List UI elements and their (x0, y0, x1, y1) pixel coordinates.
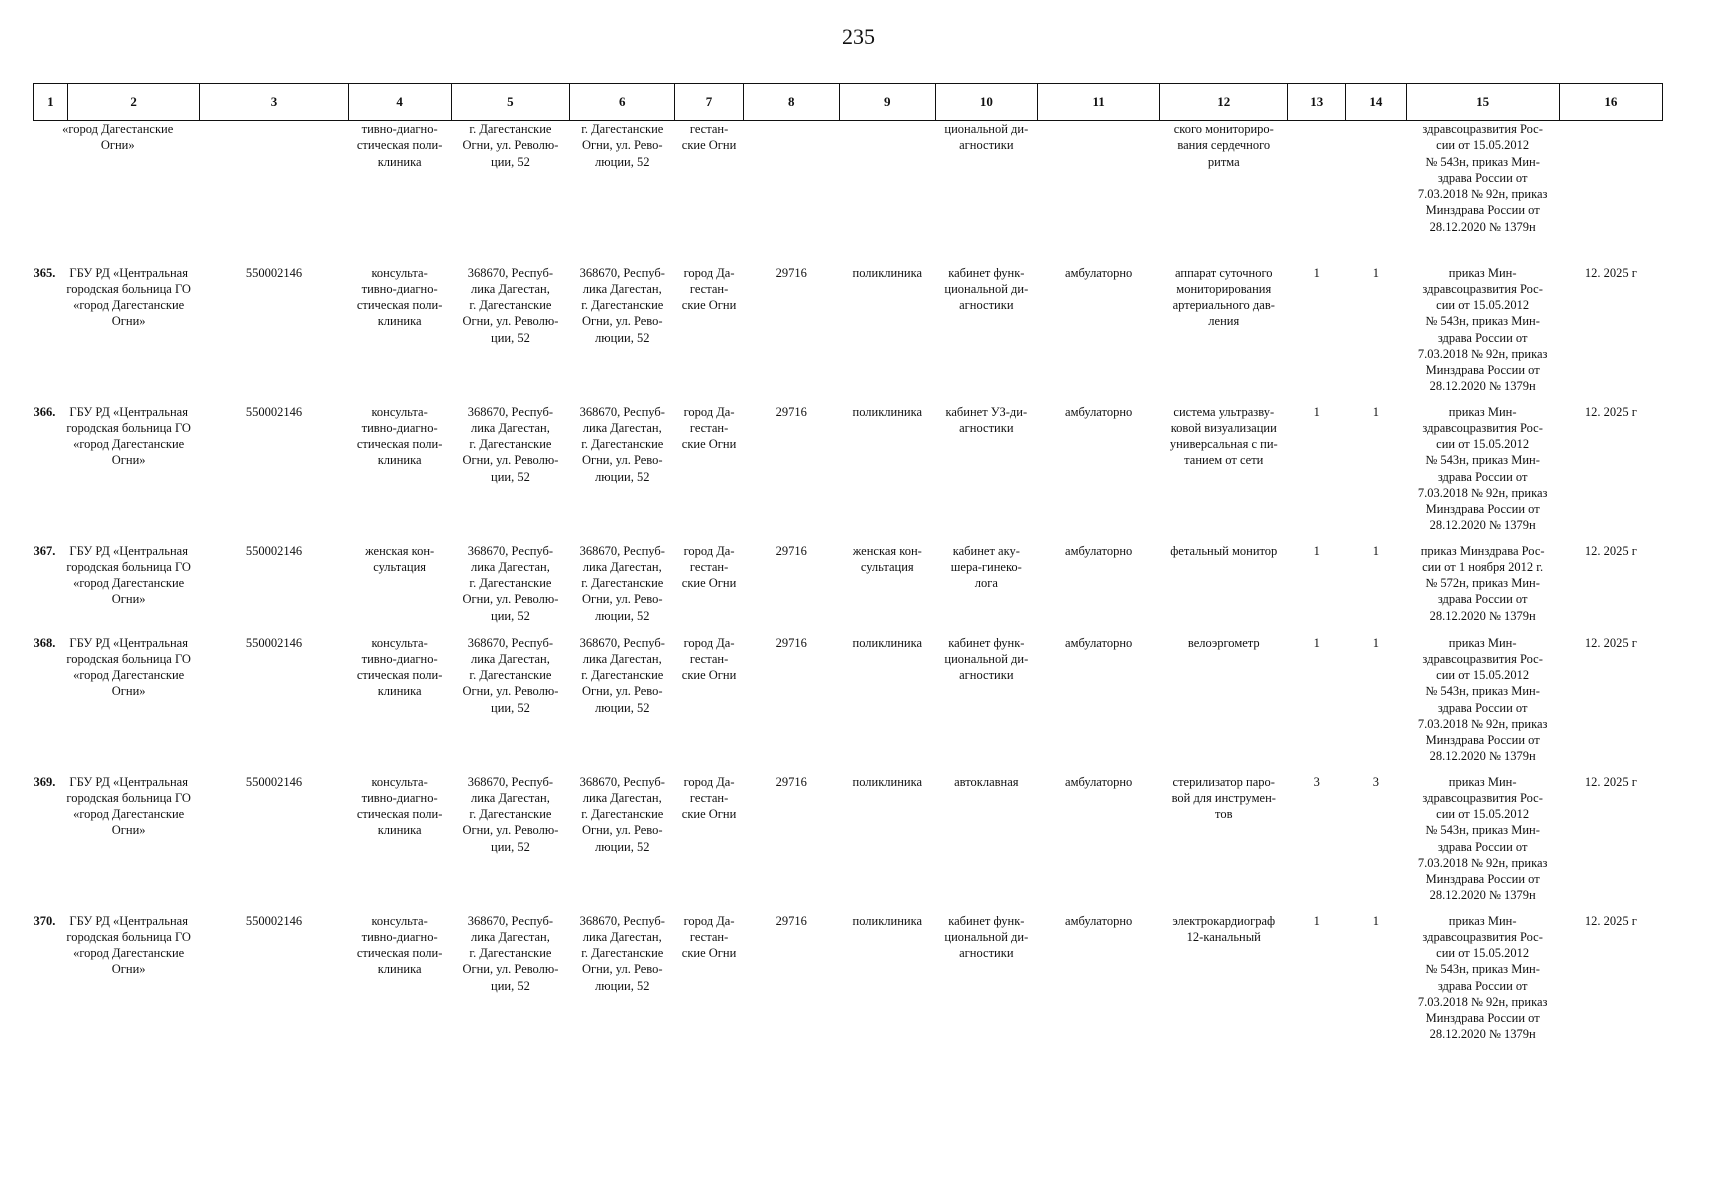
quantity-fact: 1 (1372, 635, 1380, 650)
standard-reference: приказ Мин- здравсоцразвития Рос- сии от 15.05.2012 № 543н, приказ Мин- здрава России от 7.03.2018 № 92н, приказ Минздрава России от 28.12.2020 № 1379н (1417, 913, 1548, 1042)
column-header: 15 (1406, 84, 1559, 121)
room-name: кабинет УЗ-ди- агностики (945, 404, 1028, 435)
subdivision-name: тивно-диагно- стическая поли- клиника (356, 122, 443, 169)
standard-reference: здравсоцразвития Рос- сии от 15.05.2012 № 543н, приказ Мин- здрава России от 7.03.2018 № 92н, приказ Минздрава России от 28.12.2020 № 1379н (1417, 122, 1548, 234)
care-conditions: амбулаторно (1065, 543, 1133, 558)
equipment-name: аппарат суточного мониторирования артериального дав- ления (1172, 265, 1275, 329)
subdivision-name: женская кон- сультация (365, 543, 435, 574)
row-number: 369. (33, 774, 56, 789)
unit-type: поликлиника (852, 635, 923, 650)
column-header: 16 (1559, 84, 1662, 121)
legal-address: 368670, Респуб- лика Дагестан, г. Дагестанские Огни, ул. Револю- ции, 52 (462, 635, 559, 715)
organization-cell (34, 635, 200, 774)
care-conditions: амбулаторно (1065, 913, 1133, 928)
organization-name: ГБУ РД «Центральная городская больница ГО «город Дагестанские Огни» (66, 774, 191, 838)
oktmo-code: 29716 (775, 635, 807, 650)
oktmo-code: 29716 (775, 543, 807, 558)
due-date: 12. 2025 г (1584, 635, 1637, 650)
due-date: 12. 2025 г (1584, 774, 1637, 789)
unit-type: поликлиника (852, 913, 923, 928)
due-date: 12. 2025 г (1584, 543, 1637, 558)
legal-address: 368670, Респуб- лика Дагестан, г. Дагестанские Огни, ул. Револю- ции, 52 (462, 404, 559, 484)
quantity-plan: 1 (1313, 635, 1320, 650)
subdivision-name: консульта- тивно-диагно- стическая поли- клиника (356, 265, 443, 329)
room-name: автоклавная (954, 774, 1019, 789)
municipality: город Да- гестан- ские Огни (681, 265, 737, 312)
equipment-name: ского мониториро- вания сердечного ритма (1173, 122, 1274, 169)
standard-reference: приказ Мин- здравсоцразвития Рос- сии от 15.05.2012 № 543н, приказ Мин- здрава России от 7.03.2018 № 92н, приказ Минздрава России от 28.12.2020 № 1379н (1417, 265, 1548, 394)
organization-cell (34, 543, 200, 635)
legal-address: 368670, Респуб- лика Дагестан, г. Дагестанские Огни, ул. Револю- ции, 52 (462, 543, 559, 623)
equipment-name: фетальный монитор (1170, 543, 1278, 558)
column-header: 8 (743, 84, 839, 121)
unit-type: поликлиника (852, 265, 923, 280)
actual-address: 368670, Респуб- лика Дагестан, г. Дагестанские Огни, ул. Рево- люции, 52 (579, 774, 665, 854)
actual-address: г. Дагестанские Огни, ул. Рево- люции, 52 (581, 122, 664, 169)
table-row (34, 913, 1663, 1052)
organization-cell (34, 121, 200, 265)
equipment-name: система ультразву- ковой визуализации универсальная с пи- танием от сети (1169, 404, 1278, 468)
table-row (34, 404, 1663, 543)
organization-cell (34, 913, 200, 1052)
legal-address: 368670, Респуб- лика Дагестан, г. Дагестанские Огни, ул. Револю- ции, 52 (462, 913, 559, 993)
column-header: 11 (1037, 84, 1160, 121)
column-header: 4 (348, 84, 451, 121)
actual-address: 368670, Респуб- лика Дагестан, г. Дагестанские Огни, ул. Рево- люции, 52 (579, 635, 665, 715)
oktmo-code: 29716 (775, 774, 807, 789)
unit-type: поликлиника (852, 774, 923, 789)
column-header: 5 (451, 84, 569, 121)
actual-address: 368670, Респуб- лика Дагестан, г. Дагестанские Огни, ул. Рево- люции, 52 (579, 543, 665, 623)
due-date: 12. 2025 г (1584, 404, 1637, 419)
subdivision-name: консульта- тивно-диагно- стическая поли- клиника (356, 635, 443, 699)
quantity-plan: 1 (1313, 265, 1320, 280)
row-number: 368. (33, 635, 56, 650)
quantity-plan: 1 (1313, 404, 1320, 419)
organization-cell (34, 265, 200, 404)
room-name: кабинет функ- циональной ди- агностики (944, 265, 1029, 312)
subdivision-name: консульта- тивно-диагно- стическая поли- клиника (356, 913, 443, 977)
room-name: кабинет функ- циональной ди- агностики (944, 913, 1029, 960)
column-header: 9 (839, 84, 935, 121)
registry-code (200, 121, 348, 265)
subdivision-name: консульта- тивно-диагно- стическая поли- клиника (356, 774, 443, 838)
standard-reference: приказ Мин- здравсоцразвития Рос- сии от 15.05.2012 № 543н, приказ Мин- здрава России от 7.03.2018 № 92н, приказ Минздрава России от 28.12.2020 № 1379н (1417, 635, 1548, 764)
organization-name: ГБУ РД «Центральная городская больница ГО «город Дагестанские Огни» (66, 404, 191, 468)
organization-cell (34, 404, 200, 543)
due-date (1559, 121, 1662, 265)
care-conditions: амбулаторно (1065, 265, 1133, 280)
row-number: 366. (33, 404, 56, 419)
unit-type: женская кон- сультация (852, 543, 922, 574)
equipment-name: велоэргометр (1187, 635, 1260, 650)
quantity-plan: 3 (1313, 774, 1320, 789)
municipality: город Да- гестан- ские Огни (681, 913, 737, 960)
organization-name: ГБУ РД «Центральная городская больница ГО «город Дагестанские Огни» (66, 913, 191, 977)
equipment-name: стерилизатор паро- вой для инструмен- тов (1171, 774, 1276, 821)
unit-type (839, 121, 935, 265)
room-name: кабинет аку- шера-гинеко- лога (950, 543, 1022, 590)
column-header: 14 (1346, 84, 1406, 121)
municipality: город Да- гестан- ские Огни (681, 774, 737, 821)
table-row (34, 635, 1663, 774)
municipality: гестан- ские Огни (681, 122, 737, 153)
actual-address: 368670, Респуб- лика Дагестан, г. Дагестанские Огни, ул. Рево- люции, 52 (579, 265, 665, 345)
room-name: циональной ди- агностики (944, 122, 1029, 153)
room-name: кабинет функ- циональной ди- агностики (944, 635, 1029, 682)
oktmo-code: 29716 (775, 404, 807, 419)
column-header: 10 (935, 84, 1037, 121)
column-header: 2 (67, 84, 200, 121)
legal-address: 368670, Респуб- лика Дагестан, г. Дагестанские Огни, ул. Револю- ции, 52 (462, 265, 559, 345)
quantity-fact: 1 (1372, 265, 1380, 280)
organization-name: ГБУ РД «Центральная городская больница ГО «город Дагестанские Огни» (66, 635, 191, 699)
oktmo-code: 29716 (775, 913, 807, 928)
registry-code: 550002146 (245, 265, 303, 280)
actual-address: 368670, Респуб- лика Дагестан, г. Дагестанские Огни, ул. Рево- люции, 52 (579, 913, 665, 993)
quantity-plan (1288, 121, 1346, 265)
registry-table (33, 83, 1663, 1052)
quantity-fact: 1 (1372, 404, 1380, 419)
due-date: 12. 2025 г (1584, 913, 1637, 928)
equipment-name: электрокардиограф 12-канальный (1172, 913, 1276, 944)
table-row (34, 774, 1663, 913)
legal-address: 368670, Респуб- лика Дагестан, г. Дагестанские Огни, ул. Револю- ции, 52 (462, 774, 559, 854)
page-number: 235 (842, 24, 875, 49)
header-row (34, 84, 1663, 121)
oktmo-code (743, 121, 839, 265)
quantity-plan: 1 (1313, 913, 1320, 928)
registry-code: 550002146 (245, 913, 303, 928)
care-conditions (1037, 121, 1160, 265)
row-number: 370. (33, 913, 56, 928)
oktmo-code: 29716 (775, 265, 807, 280)
row-number: 365. (33, 265, 56, 280)
care-conditions: амбулаторно (1065, 774, 1133, 789)
table-row (34, 265, 1663, 404)
column-header: 1 (34, 84, 68, 121)
table-body (34, 121, 1663, 1052)
column-header: 3 (200, 84, 348, 121)
unit-type: поликлиника (852, 404, 923, 419)
standard-reference: приказ Мин- здравсоцразвития Рос- сии от 15.05.2012 № 543н, приказ Мин- здрава России от 7.03.2018 № 92н, приказ Минздрава России от 28.12.2020 № 1379н (1417, 774, 1548, 903)
row-number: 367. (33, 543, 56, 558)
organization-name: ГБУ РД «Центральная городская больница ГО «город Дагестанские Огни» (66, 265, 191, 329)
municipality: город Да- гестан- ские Огни (681, 635, 737, 682)
actual-address: 368670, Респуб- лика Дагестан, г. Дагестанские Огни, ул. Рево- люции, 52 (579, 404, 665, 484)
subdivision-name: консульта- тивно-диагно- стическая поли- клиника (356, 404, 443, 468)
quantity-fact: 1 (1372, 543, 1380, 558)
municipality: город Да- гестан- ские Огни (681, 543, 737, 590)
quantity-plan: 1 (1313, 543, 1320, 558)
legal-address: г. Дагестанские Огни, ул. Револю- ции, 52 (462, 122, 559, 169)
column-header: 6 (570, 84, 675, 121)
column-header: 13 (1288, 84, 1346, 121)
municipality: город Да- гестан- ские Огни (681, 404, 737, 451)
care-conditions: амбулаторно (1065, 404, 1133, 419)
registry-code: 550002146 (245, 404, 303, 419)
column-header: 12 (1160, 84, 1288, 121)
care-conditions: амбулаторно (1065, 635, 1133, 650)
standard-reference: приказ Мин- здравсоцразвития Рос- сии от 15.05.2012 № 543н, приказ Мин- здрава России от 7.03.2018 № 92н, приказ Минздрава России от 28.12.2020 № 1379н (1417, 404, 1548, 533)
table-row (34, 121, 1663, 265)
table-row (34, 543, 1663, 635)
standard-reference: приказ Минздрава Рос- сии от 1 ноября 2012 г. № 572н, приказ Мин- здрава России от 28.12.2020 № 1379н (1420, 543, 1545, 623)
quantity-fact (1346, 121, 1406, 265)
registry-code: 550002146 (245, 543, 303, 558)
organization-cell (34, 774, 200, 913)
organization-name: «город Дагестанские Огни» (62, 122, 174, 153)
column-header: 7 (675, 84, 743, 121)
organization-name: ГБУ РД «Центральная городская больница ГО «город Дагестанские Огни» (66, 543, 191, 607)
registry-code: 550002146 (245, 635, 303, 650)
quantity-fact: 1 (1372, 913, 1380, 928)
due-date: 12. 2025 г (1584, 265, 1637, 280)
registry-code: 550002146 (245, 774, 303, 789)
quantity-fact: 3 (1372, 774, 1380, 789)
